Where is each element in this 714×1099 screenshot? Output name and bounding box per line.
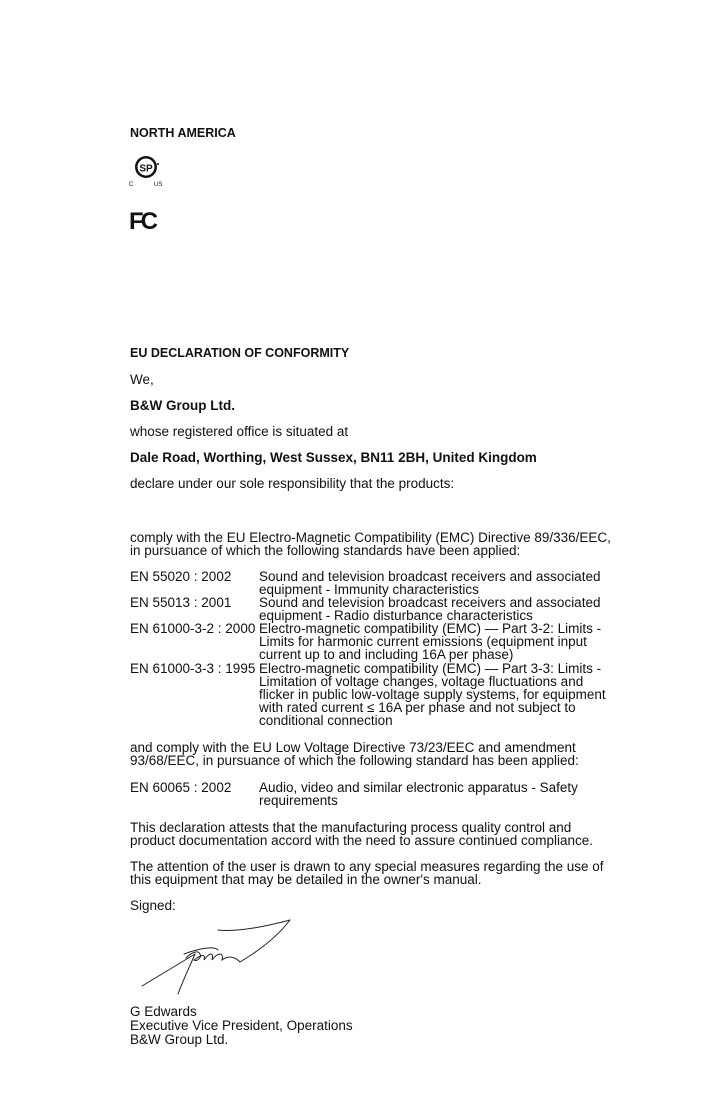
signatory-company: B&W Group Ltd. xyxy=(130,1032,229,1047)
emc-directive-paragraph: comply with the EU Electro-Magnetic Compatibility (EMC) Directive 89/336/EEC, in pursuance of which the following standards have been applied: xyxy=(130,530,611,558)
declare-text: declare under our sole responsibility that the products: xyxy=(130,476,455,491)
attention-paragraph: The attention of the user is drawn to any special measures regarding the use of this equipment that may be detailed in the owner's manual. xyxy=(130,859,604,887)
signatory-name: G Edwards xyxy=(130,1004,197,1019)
csa-logo-center-text: SP xyxy=(139,163,153,175)
standard-code: EN 60065 : 2002 xyxy=(130,780,232,795)
office-intro-text: whose registered office is situated at xyxy=(130,424,349,439)
standard-description: Electro-magnetic compatibility (EMC) — Part 3-2: Limits - Limits for harmonic current emissions (equipment input current up to and including 16A per phase) xyxy=(259,621,602,662)
lvd-directive-paragraph: and comply with the EU Low Voltage Directive 73/23/EEC and amendment 93/68/EEC, in pursuance of which the following standard has been applied: xyxy=(130,740,579,768)
company-address: Dale Road, Worthing, West Sussex, BN11 2BH, United Kingdom xyxy=(130,450,537,465)
csa-logo-left-mark: C xyxy=(129,182,134,188)
north-america-heading: NORTH AMERICA xyxy=(130,126,236,140)
standard-code: EN 61000-3-2 : 2000 xyxy=(130,621,256,636)
attestation-paragraph: This declaration attests that the manufacturing process quality control and product documentation accord with the need to assure continued compliance. xyxy=(130,820,594,848)
csa-logo xyxy=(128,150,178,190)
fcc-logo-text: FC xyxy=(129,208,155,232)
company-name: B&W Group Ltd. xyxy=(130,398,235,413)
standard-description: Sound and television broadcast receivers and associated equipment - Immunity characteristics xyxy=(259,569,601,597)
csa-logo-right-mark: US xyxy=(154,182,163,188)
signatory-title: Executive Vice President, Operations xyxy=(130,1018,353,1033)
fcc-logo xyxy=(129,208,163,232)
standard-code: EN 55020 : 2002 xyxy=(130,569,232,584)
standard-code: EN 55013 : 2001 xyxy=(130,595,232,610)
standard-description: Sound and television broadcast receivers and associated equipment - Radio disturbance characteristics xyxy=(259,595,601,623)
standard-description: Electro-magnetic compatibility (EMC) — Part 3-3: Limits - Limitation of voltage changes, voltage fluctuations and flicker in public low-voltage supply systems, for equipment with rated current ≤ 16A per phase and not subject to conditional connection xyxy=(259,661,606,728)
signature-image xyxy=(140,918,300,998)
standard-code: EN 61000-3-3 : 1995 xyxy=(130,661,256,676)
signed-label: Signed: xyxy=(130,898,176,913)
standard-description: Audio, video and similar electronic apparatus - Safety requirements xyxy=(259,780,578,808)
eu-declaration-heading: EU DECLARATION OF CONFORMITY xyxy=(130,346,350,360)
we-text: We, xyxy=(130,372,154,387)
